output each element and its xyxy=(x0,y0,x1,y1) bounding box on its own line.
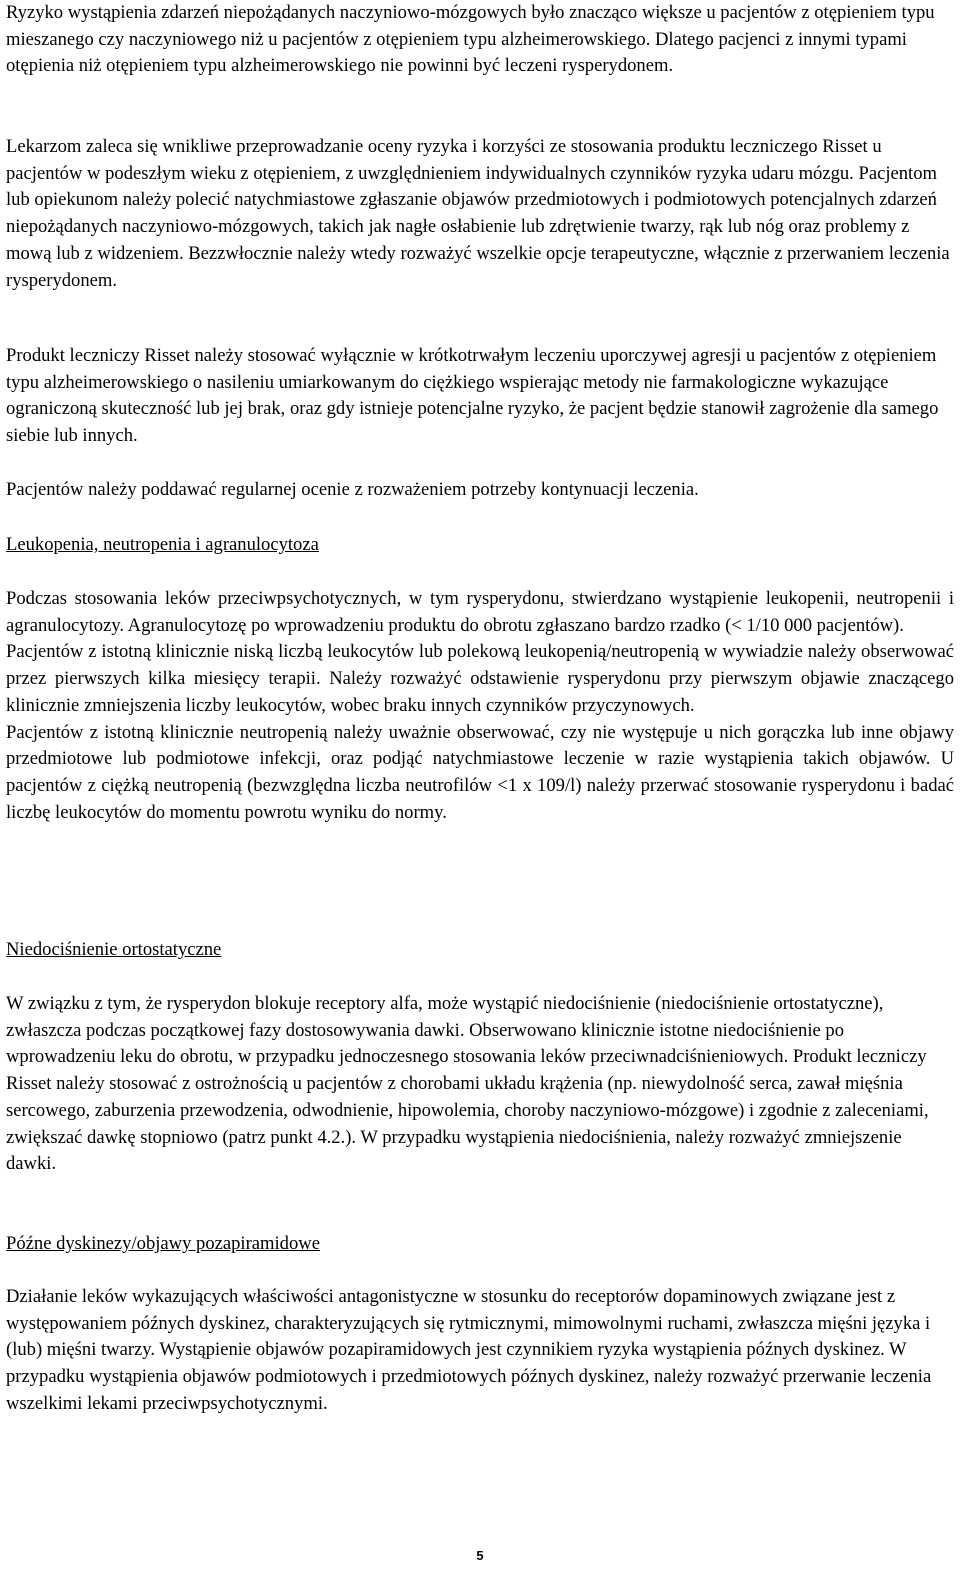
paragraph-leukopenia-line-1: Podczas stosowania leków przeciwpsychotycznych, w tym rysperydonu, stwierdzano wystąpienie leukopenii, neutropenii i agranulocytozy. Agranulocytozę po wprowadzeniu produktu do obrotu zgłaszano bardzo rzadko (< 1/10 000 pacjentów). xyxy=(6,588,954,636)
paragraph-risk-assessment: Lekarzom zaleca się wnikliwe przeprowadzanie oceny ryzyka i korzyści ze stosowania produktu leczniczego Risset u pacjentów w podeszłym wieku z otępieniem, z uwzględnieniem indywidualnych czynników ryzyka udaru mózgu. Pacjentom lub opiekunom należy polecić natychmiastowe zgłaszanie objawów przedmiotowych i podmiotowych potencjalnych zdarzeń niepożądanych naczyniowo-mózgowych, takich jak nagłe osłabienie lub zdrętwienie twarzy, rąk lub nóg oraz problemy z mową lub z widzeniem. Bezzwłocznie należy wtedy rozważyć wszelkie opcje terapeutyczne, włącznie z przerwaniem leczenia rysperydonem. xyxy=(6,136,950,291)
paragraph-hypotension: W związku z tym, że rysperydon blokuje receptory alfa, może wystąpić niedociśnienie (niedociśnienie ortostatyczne), zwłaszcza podczas początkowej fazy dostosowywania dawki. Obserwowano klinicznie istotne niedociśnienie po wprowadzeniu leku do obrotu, w przypadku jednoczesnego stosowania leków przeciwnadciśnieniowych. Produkt leczniczy Risset należy stosować z ostrożnością u pacjentów z chorobami układu krążenia (np. niewydolność serca, zawał mięśnia sercowego, zaburzenia przewodzenia, odwodnienie, hipowolemia, choroby naczyniowo-mózgowe) i zgodnie z zaleceniami, zwiększać dawkę stopniowo (patrz punkt 4.2.). W przypadku wystąpienia niedociśnienia, należy rozważyć zmniejszenie dawki. xyxy=(6,993,929,1175)
heading-hypotension: Niedociśnienie ortostatyczne xyxy=(6,939,222,960)
paragraph-leukopenia xyxy=(6,586,954,826)
document-page xyxy=(6,0,954,1569)
paragraph-leukopenia-line-2: Pacjentów z istotną klinicznie niską liczbą leukocytów lub polekową leukopenią/neutropenią w wywiadzie należy obserwować przez pierwszych kilka miesięcy terapii. Należy rozważyć odstawienie rysperydonu przy pierwszym objawie znaczącego klinicznie zmniejszenia liczby leukocytów, wobec braku innych czynników przyczynowych. xyxy=(6,641,954,716)
heading-dyskinesia: Późne dyskinezy/objawy pozapiramidowe xyxy=(6,1233,320,1254)
paragraph-leukopenia-line-3: Pacjentów z istotną klinicznie neutropenią należy uważnie obserwować, czy nie występuje u nich gorączka lub inne objawy przedmiotowe lub podmiotowe infekcji, oraz podjąć natychmiastowe leczenie w razie wystąpienia takich objawów. U pacjentów z ciężką neutropenią (bezwzględna liczba neutrofilów <1 x 109/l) należy przerwać stosowanie rysperydonu i badać liczbę leukocytów do momentu powrotu wyniku do normy. xyxy=(6,721,954,823)
paragraph-regular-assessment: Pacjentów należy poddawać regularnej ocenie z rozważeniem potrzeby kontynuacji leczenia. xyxy=(6,479,699,500)
page-number: 5 xyxy=(476,1548,484,1563)
paragraph-short-term-use: Produkt leczniczy Risset należy stosować wyłącznie w krótkotrwałym leczeniu uporczywej agresji u pacjentów z otępieniem typu alzheimerowskiego o nasileniu umiarkowanym do ciężkiego wspierając metody nie farmakologiczne wykazujące ograniczoną skuteczność lub jej brak, oraz gdy istnieje potencjalne ryzyko, że pacjent będzie stanowił zagrożenie dla samego siebie lub innych. xyxy=(6,345,939,447)
paragraph-dyskinesia: Działanie leków wykazujących właściwości antagonistyczne w stosunku do receptorów dopaminowych związane jest z występowaniem późnych dyskinez, charakteryzujących się rytmicznymi, mimowolnymi ruchami, zwłaszcza mięśni języka i (lub) mięśni twarzy. Wystąpienie objawów pozapiramidowych jest czynnikiem ryzyka wystąpienia późnych dyskinez. W przypadku wystąpienia objawów podmiotowych i przedmiotowych późnych dyskinez, należy rozważyć przerwanie leczenia wszelkimi lekami przeciwpsychotycznymi. xyxy=(6,1286,932,1414)
paragraph-vascular-risk: Ryzyko wystąpienia zdarzeń niepożądanych naczyniowo-mózgowych było znacząco większe u pacjentów z otępieniem typu mieszanego czy naczyniowego niż u pacjentów z otępieniem typu alzheimerowskiego. Dlatego pacjenci z innymi typami otępienia niż otępieniem typu alzheimerowskiego nie powinni być leczeni rysperydonem. xyxy=(6,2,935,77)
heading-leukopenia: Leukopenia, neutropenia i agranulocytoza xyxy=(6,534,319,555)
